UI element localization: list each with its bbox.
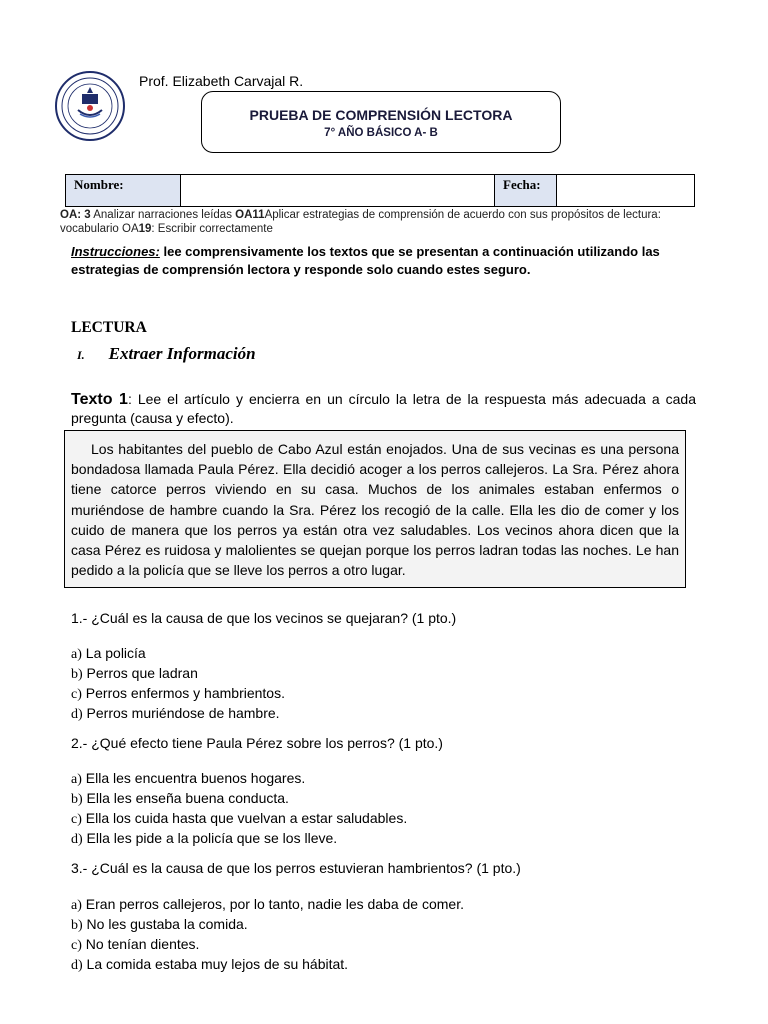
option[interactable]: a) Ella les encuentra buenos hogares. [71, 770, 306, 787]
option[interactable]: b) Perros que ladran [71, 665, 198, 682]
option[interactable]: c) Perros enfermos y hambrientos. [71, 685, 285, 702]
learning-objectives: OA: 3 Analizar narraciones leídas OA11Aplicar estrategias de comprensión de acuerdo con sus propósitos de lectura: vocabulario OA19: Escribir correctamente [60, 209, 661, 235]
question-3: 3.- ¿Cuál es la causa de que los perros estuvieran hambrientos? (1 pto.) [71, 860, 521, 876]
option[interactable]: c) No tenían dientes. [71, 936, 200, 953]
title-box [201, 91, 561, 153]
instructions-label: Instrucciones: [71, 244, 160, 259]
date-label: Fecha: [495, 175, 557, 207]
date-field[interactable] [557, 175, 695, 207]
question-1-options [71, 644, 285, 724]
reading-passage: Los habitantes del pueblo de Cabo Azul están enojados. Una de sus vecinas es una persona bondadosa llamada Paula Pérez. Ella decidió acoger a los perros callejeros. La Sra. Pérez ahora tiene catorce perros viviendo en su casa. Muchos de los animales estaban enfermos o muriéndose de hambre cuando la Sra. Pérez los recogió de la calle. Ella les dio de comer y los cuido de manera que los perros ya están otra vez saludables. Los vecinos ahora dicen que la casa Pérez es ruidosa y malolientes se quejan porque los perros ladran todas las noches. Le han pedido a la policía que se lleve los perros a otro lugar. [64, 430, 686, 588]
student-info-table [65, 174, 695, 207]
option[interactable]: c) Ella los cuida hasta que vuelvan a estar saludables. [71, 810, 408, 827]
name-field[interactable] [181, 175, 495, 207]
option[interactable]: a) La policía [71, 645, 146, 662]
option[interactable]: b) Ella les enseña buena conducta. [71, 790, 289, 807]
instructions-text: lee comprensivamente los textos que se presentan a continuación utilizando las estrategias de comprensión lectora y responde solo cuando estes seguro. [71, 244, 660, 277]
test-title: PRUEBA DE COMPRENSIÓN LECTORA [249, 107, 513, 123]
school-seal-logo [54, 70, 126, 142]
name-label: Nombre: [66, 175, 181, 207]
question-2-options [71, 769, 407, 849]
text1-label: Texto 1 [71, 391, 128, 408]
question-1: 1.- ¿Cuál es la causa de que los vecinos se quejaran? (1 pto.) [71, 610, 457, 626]
teacher-name: Prof. Elizabeth Carvajal R. [139, 73, 304, 89]
option[interactable]: d) La comida estaba muy lejos de su hábitat. [71, 956, 349, 973]
option[interactable]: b) No les gustaba la comida. [71, 916, 248, 933]
test-subtitle: 7° AÑO BÁSICO A- B [324, 127, 438, 139]
option[interactable]: d) Perros muriéndose de hambre. [71, 705, 280, 722]
text1-instruction: Texto 1: Lee el artículo y encierra en un círculo la letra de la respuesta más adecuada a cada pregunta (causa y efecto). [71, 391, 696, 426]
section-title: I. Extraer Información [77, 344, 256, 363]
section-heading: LECTURA [71, 319, 147, 336]
instructions [71, 243, 701, 279]
option[interactable]: a) Eran perros callejeros, por lo tanto, nadie les daba de comer. [71, 896, 464, 913]
question-2: 2.- ¿Qué efecto tiene Paula Pérez sobre los perros? (1 pto.) [71, 735, 443, 751]
question-3-options [71, 895, 464, 975]
option[interactable]: d) Ella les pide a la policía que se los lleve. [71, 830, 338, 847]
